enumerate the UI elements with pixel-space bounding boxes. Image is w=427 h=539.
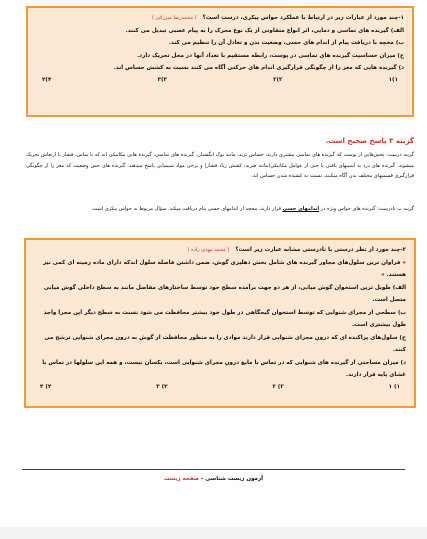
question-2-choice-4: ۴) ۴ <box>40 383 52 390</box>
question-1-box <box>26 6 414 117</box>
question-2-title-line <box>34 244 406 257</box>
question-2-option-c: ج) سلول‌های پراکنده ای که درون مجرای شنوایی قرار دارند موادی را به منظور محافظت از گوش به درون مجرای شنوایی ترشح می کنند. <box>44 334 406 353</box>
answer-extra-prefix: گزینه ب نادرست: گیرنده های حواس ویژه در <box>320 206 414 212</box>
question-2-choice-3: ۳) ۳ <box>156 383 168 390</box>
question-1-choice-3: ۳)۳ <box>157 76 167 83</box>
question-1-option-c: ج) میزان حساسیت گیرنده های تماسی در پوست، رابطه مستقیم با تعداد آنها در محل تحریک دارد. <box>137 52 404 59</box>
question-1-option-d: د) گیرنده هایی که مغز را از چگونگی قرارگیری اندام های حرکتی آگاه می کنند نسبت به کشش حساس اند. <box>113 65 404 71</box>
footer-divider <box>22 469 405 470</box>
page-footer: آزمون زیست شناسی - صفحه زیست <box>163 476 264 482</box>
answer-extra-note <box>26 204 414 215</box>
question-2-choice-1: ۱) ۱ <box>388 383 400 390</box>
question-2-option-b: ب) سطحی از مجرای شنوایی که توسط استخوان گیجگاهی در طول خود بیشتر محافظت می شود نسبت به سطح دیگر این مجرا واجد طول بیشتری است. <box>43 309 406 328</box>
answer-explanation: گزینه درست: بخش‌هایی از پوست که گیرنده های تماسی بیشتری دارند، حساس ترند، مانند نوک انگشتان. گیرنده های تماسی، گیرنده هایی مکانیکی اند که با تماس، فشار یا ارتعاش تحریک میشوند. گیرنده های درد به آسیبهای بافتی یا حتی از عوامل مکانیکی(مانند ضربه، کشش زیاد فشار) و برخی مواد شیمیایی پاسخ میدهند. گیرنده های حس وضعیت که مغز را از چگونگی قرارگیری قسمتهای مختلف بدن آگاه میکنند، نسبت به کشیده شدن حساس اند. <box>26 152 414 180</box>
footer-label: آزمون زیست شناسی <box>205 476 264 482</box>
question-2-title: ۲-چند مورد از نظر درستی یا نادرستی مشابه عبارت زیر است؟ <box>235 247 406 253</box>
question-1-choice-2: ۲)۲ <box>273 76 283 83</box>
question-2-box <box>24 238 416 408</box>
question-2-author: ( محمد مهدی زاده ) <box>187 247 230 253</box>
question-1-title-line <box>36 12 404 25</box>
question-1-choice-1: ۱)۱ <box>388 76 398 83</box>
question-2-stem: « فراوان ترین سلول‌های مجاور گیرنده های شامل بخش دهلیزی گوش، ضمن داشتن فاصله سلول اندکه دارای ماده زمینه ای کمی نیز هستند. » <box>42 259 406 278</box>
answer-extra-suffix: قرار دارند. مخچه از اندامهای حسی پیام دریافت میکند. سؤال مربوط به حواس پیکری است. <box>91 206 282 212</box>
question-1-title: ۱-چند مورد از عبارات زیر در ارتباط با عملکرد حواس پیکری، درست است؟ <box>202 15 404 21</box>
question-1-choices <box>36 77 404 83</box>
question-2-choice-2: ۲) ۲ <box>272 383 284 390</box>
footer-highlight: صفحه زیست <box>163 476 200 482</box>
question-1-option-b: ب) مخچه با دریافت پیام از اندام های حسی، وضعیت بدن و تعادل آن را تنظیم می کند. <box>168 40 404 46</box>
question-2-choices <box>34 384 406 390</box>
answer-heading: گزینه ۳ پاسخ صحیح است. <box>325 137 414 145</box>
question-1-choice-4: ۴)۴ <box>42 76 52 83</box>
viewer-bottom-bar <box>0 527 427 539</box>
question-2-option-a: الف) طویل ترین استخوان گوش میانی، از هر دو جهت برآمده سطح خود توسط ساختارهای مفاصل مانند به سطح داخلی گوش میانی متصل است. <box>43 284 406 303</box>
question-1-option-a: الف) گیرنده های تماسی و دمایی، اثر انواع متفاوتی از یک نوع محرک را به پیام عصبی تبدیل می کنند. <box>125 27 404 34</box>
answer-extra-highlight: اندامهای حسی <box>282 206 320 212</box>
question-1-author: ( محمدرضا میرزائی ) <box>152 15 197 21</box>
question-2-option-d: د) میزان مساحتی از گیرنده های شنوایی که در تماس با مایع درون مجرای شنوایی است، یکسان نیست، و همه این سلولها در تماس با غشای پایه قرار دارند. <box>42 359 406 378</box>
